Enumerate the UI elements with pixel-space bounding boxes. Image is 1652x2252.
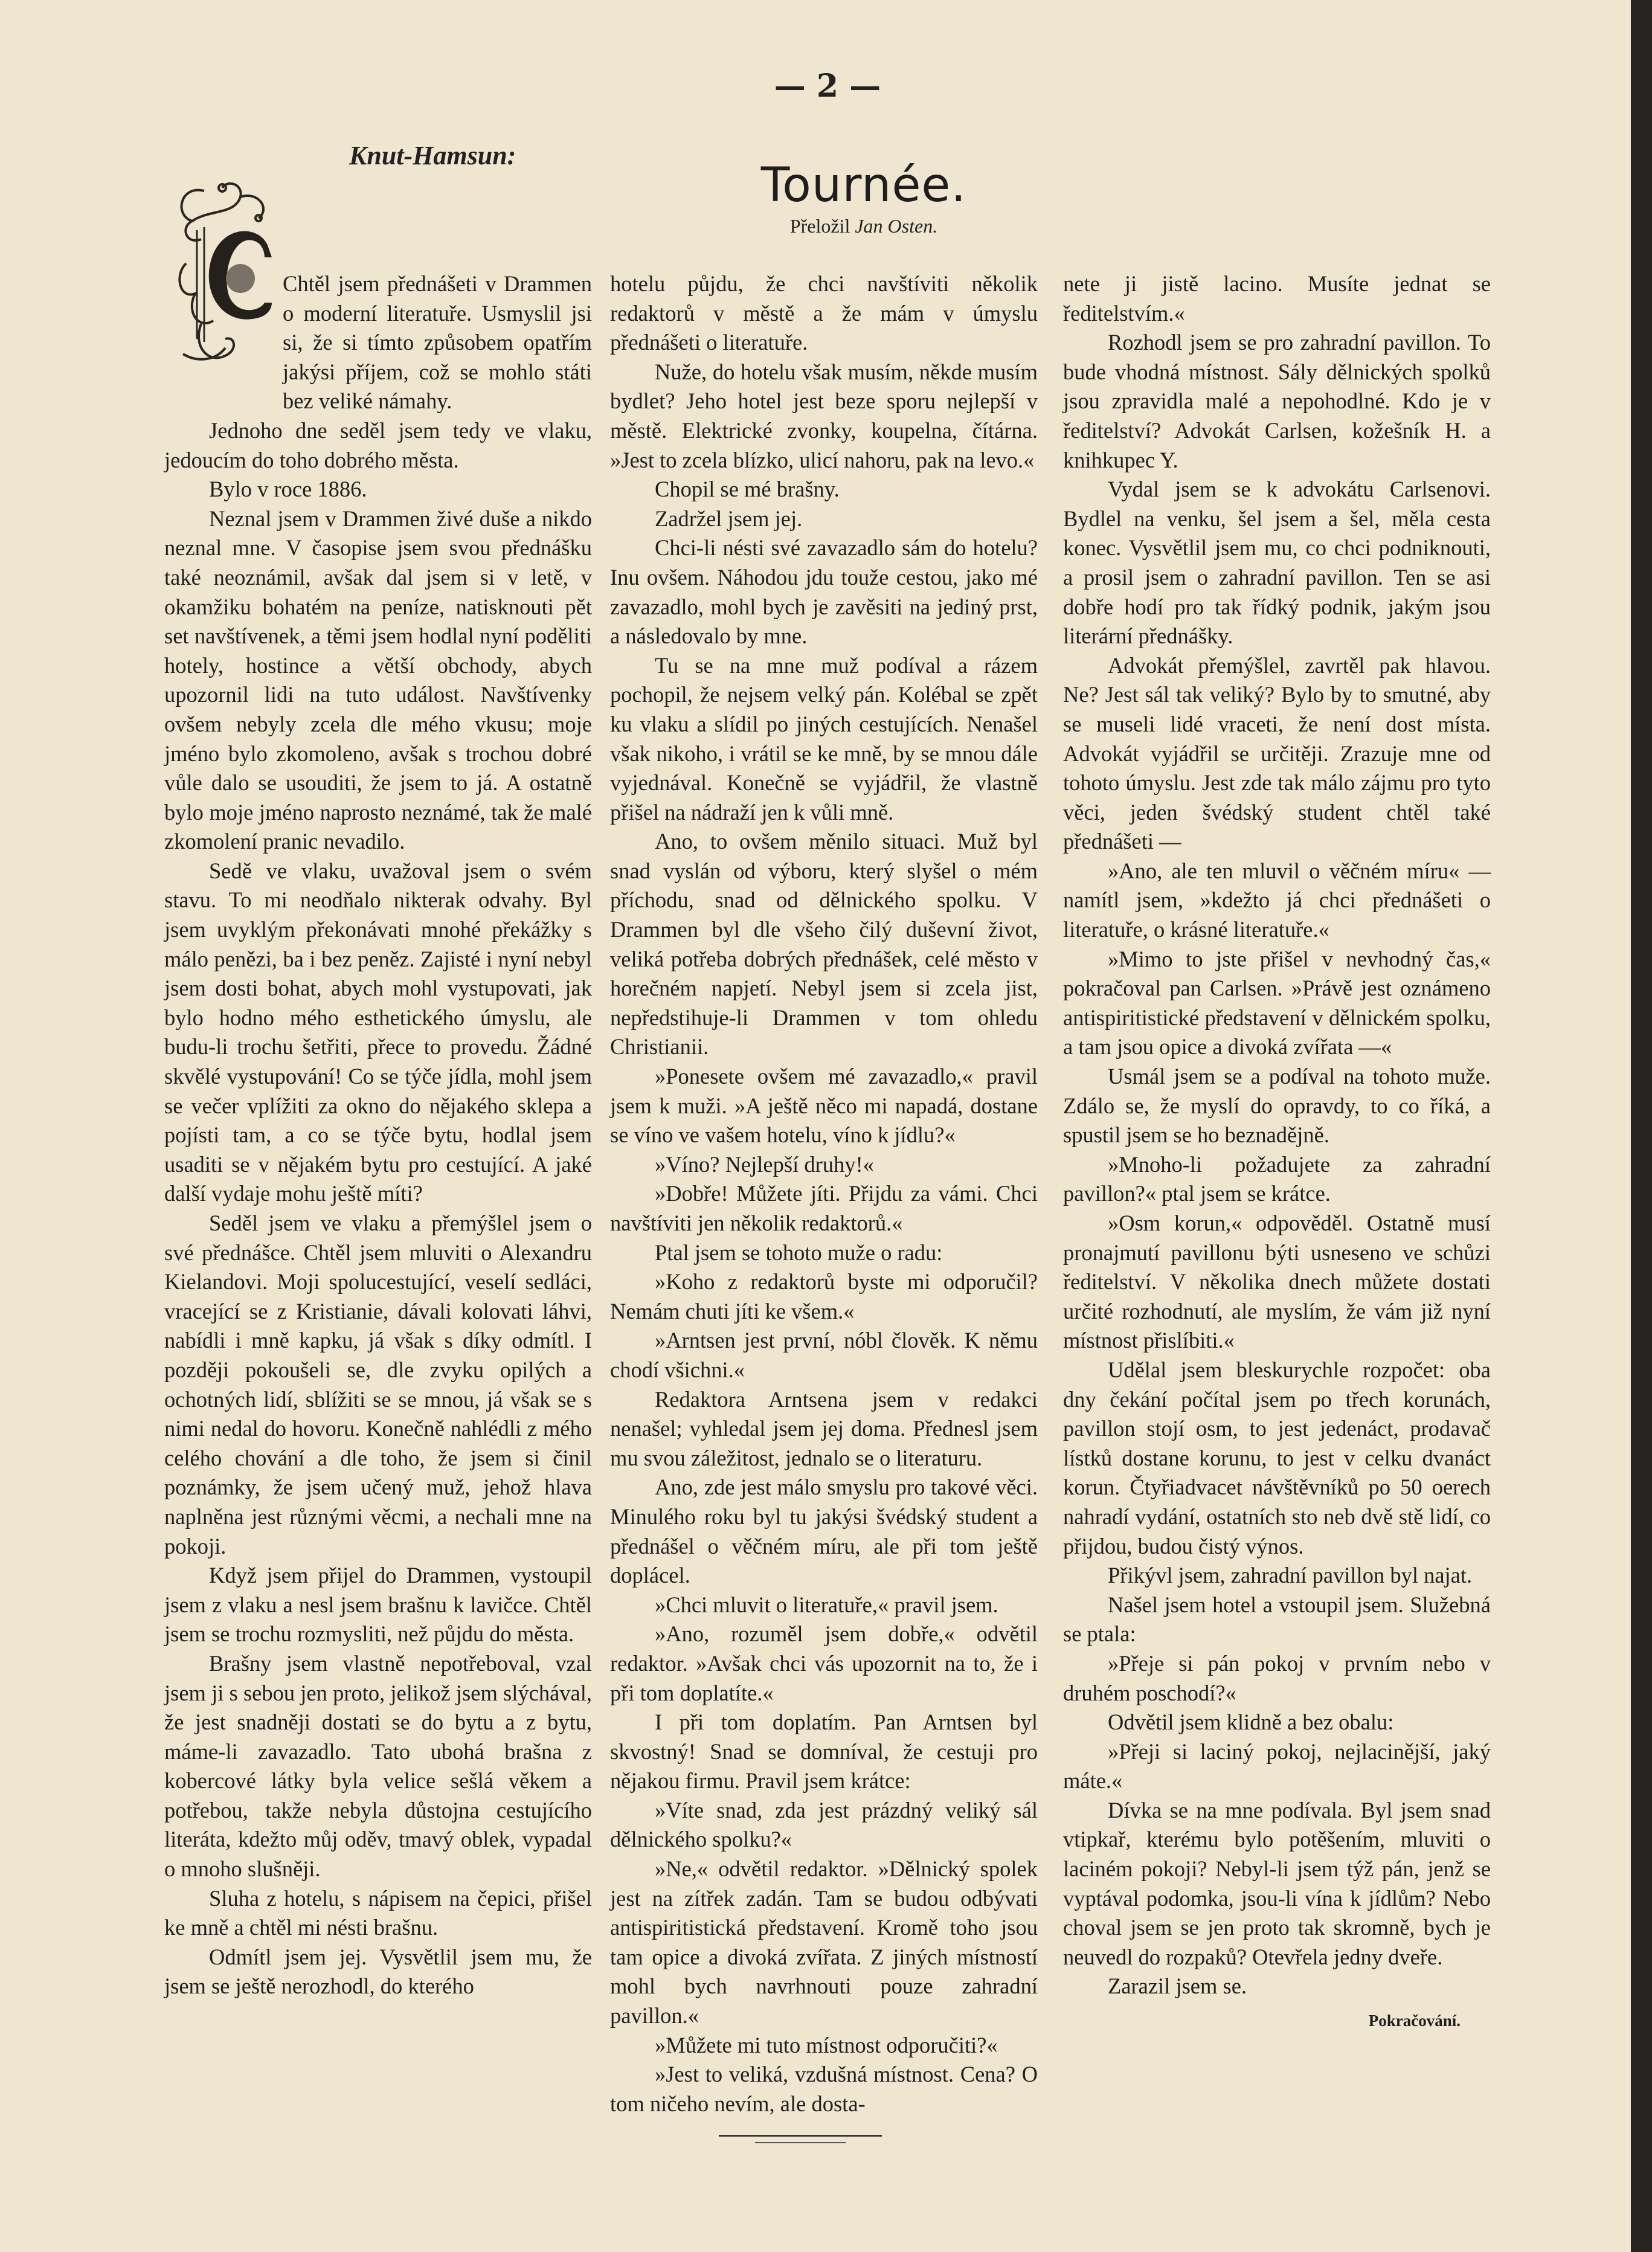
paragraph: »Ne,« odvětil redaktor. »Dělnický spolek jest na zítřek zadán. Tam se budou odbývati antispiritistická představení. Kromě toho jsou tam opice a divoká zvířata. Z jiných místností mohl bych navrhnouti pouze zahradní pavillon.« bbox=[610, 1856, 1038, 2028]
paragraph: Rozhodl jsem se pro zahradní pavillon. To bude vhodná místnost. Sály dělnických spolků jsou zpravidla malé a nepohodlné. Kdo je v ředitelství? Advokát Carlsen, kožešník H. a knihkupec Y. bbox=[1063, 330, 1491, 472]
paragraph: hotelu půjdu, že chci navštíviti několik redaktorů v městě a že mám v úmyslu přednášeti o literatuře. bbox=[610, 271, 1038, 355]
paragraph: »Ano, ale ten mluvil o věčném míru« — namítl jsem, »kdežto já chci přednášeti o literatuře, o krásné literatuře.« bbox=[1063, 858, 1491, 942]
paragraph: Neznal jsem v Drammen živé duše a nikdo neznal mne. V časopise jsem svou přednášku také neoznámil, avšak dal jsem si v letě, v okamžiku bohatém na peníze, natisknouti pět set navštívenek, a těmi jsem hodlal nyní poděliti hotely, hostince a větší obchody, abych upozornil lidi na tuto událost. Navštívenky ovšem nebyly zcela dle mého vkusu; moje jméno bylo zkomoleno, avšak s trochou dobré vůle dalo se usouditi, že jsem to já. A ostatně bylo moje jméno naprosto neznámé, tak že malé zkomolení pranic nevadilo. bbox=[164, 506, 592, 854]
translator-prefix: Přeložil bbox=[789, 215, 850, 237]
article-title: Tournée. bbox=[760, 158, 967, 213]
paragraph: Redaktora Arntsena jsem v redakci nenašel; vyhledal jsem jej doma. Přednesl jsem mu svou záležitost, jednalo se o literaturu. bbox=[610, 1386, 1038, 1470]
paragraph: Když jsem přijel do Drammen, vystoupil jsem z vlaku a nesl jsem brašnu k lavičce. Chtěl jsem se trochu rozmysliti, než půjdu do města. bbox=[164, 1563, 592, 1647]
paragraph: Dívka se na mne podívala. Byl jsem snad vtipkař, kterému bylo potěšením, mluviti o laciném pokoji? Nebyl-li jsem týž pán, jenž se vyptával podomka, jsou-li vína k jídlům? Nebo choval jsem se jen proto tak skromně, bych je neuvedl do rozpaků? Otevřela jedny dveře. bbox=[1063, 1797, 1491, 1969]
paragraph: Přikývl jsem, zahradní pavillon byl najat. bbox=[1108, 1563, 1473, 1588]
paragraph: Jednoho dne seděl jsem tedy ve vlaku, jedoucím do toho dobrého města. bbox=[164, 417, 592, 472]
paragraph: »Víno? Nejlepší druhy!« bbox=[655, 1151, 874, 1177]
paragraph: Seděl jsem ve vlaku a přemýšlel jsem o své přednášce. Chtěl jsem mluviti o Alexandru Kielandovi. Moji spolucestující, veselí sedláci, vracející se z Kristianie, dávali kolovati láhvi, nabídli i mně kapku, já však s díky odmítl. I později pokoušeli se, dle zvyku opilých a ochotných lidí, sblížiti se se mnou, já však se s nimi nedal do hovoru. Konečně nahlédli z mého celého chování a dle toho, že jsem si činil poznámky, že jsem učený muž, jehož hlava naplněna jest různými věcmi, a nechali mne na pokoji. bbox=[164, 1211, 592, 1559]
paragraph: »Osm korun,« odpověděl. Ostatně musí pronajmutí pavillonu býti usneseno ve schůzi ředitelství. V několika dnech můžete dostati určité rozhodnutí, ale myslím, že vám již nyní místnost přislíbiti.« bbox=[1063, 1211, 1491, 1353]
paragraph: Ano, zde jest málo smyslu pro takové věci. Minulého roku byl tu jakýsi švédský student a přednášel o věčném míru, ale při tom ještě doplácel. bbox=[610, 1475, 1038, 1588]
translator-name: Jan Osten. bbox=[855, 215, 938, 237]
continued-note: Pokračování. bbox=[1368, 2012, 1461, 2030]
paragraph: »Mnoho-li požadujete za zahradní pavillon?« ptal jsem se krátce. bbox=[1063, 1151, 1491, 1206]
translator-line bbox=[713, 215, 1015, 237]
paragraph: Nuže, do hotelu však musím, někde musím bydlet? Jeho hotel jest beze sporu nejlepší v městě. Elektrické zvonky, koupelna, čítárna. »Jest to zcela blízko, ulicí nahoru, pak na levo.« bbox=[610, 359, 1038, 472]
paragraph: Odmítl jsem jej. Vysvětlil jsem mu, že jsem se ještě nerozhodl, do kterého bbox=[164, 1944, 592, 1999]
paragraph: Ptal jsem se tohoto muže o radu: bbox=[655, 1240, 943, 1265]
bottom-rule bbox=[719, 2135, 882, 2137]
text-column-1 bbox=[164, 269, 592, 2001]
paragraph: Usmál jsem se a podíval na tohoto muže. Zdálo se, že myslí do opravdy, to co říká, a spustil jsem se ho beznadějně. bbox=[1063, 1064, 1491, 1148]
text-column-3 bbox=[1063, 269, 1491, 2036]
paragraph: Ano, to ovšem měnilo situaci. Muž byl snad vyslán od výboru, který slyšel o mém příchodu, snad od dělnického spolku. V Drammen byl dle všeho čilý duševní život, veliká potřeba dobrých přednášek, celé město v horečném napjetí. Nebyl jsem si zcela jist, nepředstihuje-li Drammen v tom ohledu Christianii. bbox=[610, 829, 1038, 1060]
paragraph: Chtěl jsem přednášeti v Drammen o moderní literatuře. Usmyslil jsi si, že si tímto způsobem opatřím jakýsi příjem, což se mohlo státi bez veliké námahy. bbox=[283, 271, 592, 414]
paragraph: Chci-li nésti své zavazadlo sám do hotelu? Inu ovšem. Náhodou jdu touže cestou, jako mé zavazadlo, mohl bych je zavěsiti na jediný prst, a následovalo by mne. bbox=[610, 535, 1038, 649]
bottom-rule-short bbox=[755, 2142, 846, 2143]
paragraph: Odvětil jsem klidně a bez obalu: bbox=[1108, 1710, 1394, 1735]
page-number: — 2 — bbox=[774, 68, 881, 105]
paragraph: Udělal jsem bleskurychle rozpočet: oba dny čekání počítal jsem po třech korunách, pavillon stojí osm, to jest jedenáct, prodavač lístků dostane korunu, to jest v celku dvanáct korun. Čtyřiadvacet návštěvníků po 50 oerech nahradí vydání, ostatních sto neb dvě stě lidí, co přijdou, budou čistý výnos. bbox=[1063, 1357, 1491, 1559]
paragraph: »Jest to veliká, vzdušná místnost. Cena? O tom ničeho nevím, ale dosta- bbox=[610, 2062, 1038, 2116]
paragraph: »Víte snad, zda jest prázdný veliký sál dělnického spolku?« bbox=[610, 1797, 1038, 1852]
text-column-2 bbox=[610, 269, 1038, 2118]
binding-edge bbox=[1631, 0, 1652, 2252]
paragraph: Vydal jsem se k advokátu Carlsenovi. Bydlel na venku, šel jsem a šel, měla cesta konec. Vysvětlil jsem mu, co chci podniknouti, a prosil jsem o zahradní pavillon. Ten se asi dobře hodí pro tak řídký podnik, jakým jsou literární přednášky. bbox=[1063, 477, 1491, 649]
paragraph: Našel jsem hotel a vstoupil jsem. Služebná se ptala: bbox=[1063, 1592, 1491, 1647]
paragraph: »Přeji si laciný pokoj, nejlacinější, jaký máte.« bbox=[1063, 1739, 1491, 1794]
paragraph: Brašny jsem vlastně nepotřeboval, vzal jsem ji s sebou jen proto, jelikož jsem slýchával, že jest snadněji dostati se do bytu a z bytu, máme-li zavazadlo. Tato ubohá brašna z kobercové látky byla velice sešlá věkem a potřebou, takže nebyla důstojna cestujícího literáta, kdežto můj oděv, tmavý oblek, vypadal o mnoho slušněji. bbox=[164, 1650, 592, 1882]
paragraph: »Ponesete ovšem mé zavazadlo,« pravil jsem k muži. »A ještě něco mi napadá, dostane se víno ve vašem hotelu, víno k jídlu?« bbox=[610, 1064, 1038, 1148]
paragraph: »Dobře! Můžete jíti. Přijdu za vámi. Chci navštíviti jen několik redaktorů.« bbox=[610, 1181, 1038, 1235]
paragraph: »Arntsen jest první, nóbl člověk. K němu chodí všichni.« bbox=[610, 1328, 1038, 1382]
article-author: Knut-Hamsun: bbox=[349, 141, 516, 170]
paragraph: »Koho z redaktorů byste mi odporučil? Nemám chuti jíti ke všem.« bbox=[610, 1269, 1038, 1324]
paragraph: Advokát přemýšlel, zavrtěl pak hlavou. Ne? Jest sál tak veliký? Bylo by to smutné, aby se museli lidé vraceti, že není dost místa. Advokát vyjádřil se určitěji. Zrazuje mne od tohoto úmyslu. Jest zde tak málo zájmu pro tyto věci, jeden švédský student chtěl také přednášeti — bbox=[1063, 652, 1491, 854]
paragraph: »Ano, rozuměl jsem dobře,« odvětil redaktor. »Avšak chci vás upozornit na to, že i při tom doplatíte.« bbox=[610, 1621, 1038, 1705]
paragraph: Sedě ve vlaku, uvažoval jsem o svém stavu. To mi neodňalo nikterak odvahy. Byl jsem uvyklým překonávati mnohé překážky s málo penězi, ba i bez peněz. Zajisté i nyní nebyl jsem dosti bohat, abych mohl vystupovati, jak bylo hodno mého esthetického úmyslu, ale budu-li trochu šetřiti, přece to provedu. Žádné skvělé vystupování! Co se týče jídla, mohl jsem se večer vplížiti za okno do nějakého sklepa a pojísti tam, a co se týče bytu, hodlal jsem usaditi se v nějakém bytu pro cestující. A jaké další vydaje mohu ještě míti? bbox=[164, 858, 592, 1206]
paragraph: nete ji jistě lacino. Musíte jednat se ředitelstvím.« bbox=[1063, 271, 1491, 326]
paragraph: Zarazil jsem se. bbox=[1108, 1974, 1247, 1999]
paragraph: Chopil se mé brašny. bbox=[655, 477, 840, 502]
paragraph: »Můžete mi tuto místnost odporučiti?« bbox=[655, 2032, 998, 2057]
paragraph: »Mimo to jste přišel v nevhodný čas,« pokračoval pan Carlsen. »Právě jest oznámeno antispiritistické představení v dělnickém spolku, a tam jsou opice a divoká zvířata —« bbox=[1063, 946, 1491, 1060]
paragraph: Sluha z hotelu, s nápisem na čepici, přišel ke mně a chtěl mi nésti brašnu. bbox=[164, 1885, 592, 1940]
paragraph: »Chci mluvit o literatuře,« pravil jsem. bbox=[655, 1592, 998, 1617]
paragraph: »Přeje si pán pokoj v prvním nebo v druhém poschodí?« bbox=[1063, 1650, 1491, 1705]
paragraph: I při tom doplatím. Pan Arntsen byl skvostný! Snad se domníval, že cestuji pro nějakou firmu. Pravil jsem krátce: bbox=[610, 1710, 1038, 1794]
paragraph: Zadržel jsem jej. bbox=[655, 506, 803, 531]
paragraph: Tu se na mne muž podíval a rázem pochopil, že nejsem velký pán. Kolébal se zpět ku vlaku a slídil po jiných cestujících. Nenašel však nikoho, i vrátil se ke mně, by se mnou dále vyjednával. Konečně se vyjádřil, že vlastně přišel na nádraží jen k vůli mně. bbox=[610, 652, 1038, 825]
paragraph: Bylo v roce 1886. bbox=[209, 477, 367, 502]
